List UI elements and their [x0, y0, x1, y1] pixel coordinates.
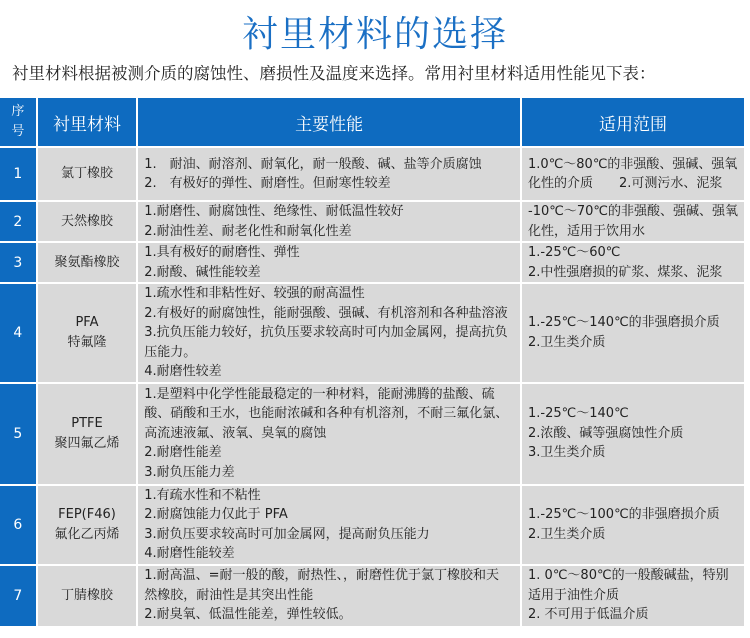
name-cell: [38, 202, 136, 241]
name-line: PTFE: [71, 416, 103, 431]
seq-cell: 3: [0, 243, 36, 282]
scope-line: 1.-25℃～60℃: [528, 245, 621, 260]
performance-cell: [138, 148, 520, 200]
seq-cell: 6: [0, 486, 36, 564]
performance-line: 2.耐臭氧、低温性能差，弹性较低。: [144, 607, 352, 623]
table-row: [0, 284, 744, 382]
scope-line: 1.-25℃～140℃的非强磨损介质: [528, 315, 720, 331]
seq-cell: 4: [0, 284, 36, 382]
performance-line: 1.具有极好的耐磨性、弹性: [144, 245, 300, 260]
lining-material-table: [0, 96, 746, 628]
scope-line: 2.卫生类介质: [528, 526, 606, 542]
scope-cell: [522, 284, 744, 382]
performance-line: 1.有疏水性和不粘性: [144, 487, 261, 503]
scope-line: 适用于油性介质: [528, 587, 620, 603]
performance-line: 压能力。: [144, 344, 197, 360]
header-performance: 主要性能: [138, 98, 520, 146]
scope-line: 1.-25℃～140℃: [528, 406, 629, 422]
page-title: 衬里材料的选择: [241, 14, 508, 55]
name-line: 氯丁橡胶: [60, 166, 113, 182]
table-row: [0, 148, 744, 200]
name-line: 聚四氟乙烯: [54, 435, 120, 451]
performance-line: 高流速液氟、液氧、臭氧的腐蚀: [144, 425, 327, 441]
header-seq: 序号: [0, 98, 36, 146]
performance-line: 3.耐负压能力差: [144, 464, 235, 480]
scope-line: 化性的介质 2.可测污水、泥浆: [528, 176, 723, 191]
scope-cell: [522, 384, 744, 484]
name-cell: [38, 486, 136, 564]
scope-cell: [522, 243, 744, 282]
name-cell: [38, 384, 136, 484]
seq-cell: 2: [0, 202, 36, 241]
performance-line: 2.耐腐蚀能力仅此于 PFA: [144, 507, 288, 522]
name-cell: [38, 148, 136, 200]
name-line: 丁腈橡胶: [60, 587, 113, 603]
scope-line: 2. 不可用于低温介质: [528, 607, 649, 623]
performance-line: 2.耐磨性能差: [144, 445, 222, 461]
name-cell: [38, 566, 136, 626]
performance-cell: [138, 566, 520, 626]
performance-line: 4.耐磨性较差: [144, 364, 222, 379]
performance-line: 然橡胶，耐油性是其突出性能: [144, 587, 314, 603]
seq-cell: 5: [0, 384, 36, 484]
performance-line: 4.耐磨性能较差: [144, 546, 235, 561]
performance-line: 2.有极好的耐腐蚀性，能耐强酸、强碱、有机溶剂和各种盐溶液: [144, 305, 508, 321]
header-material: 衬里材料: [38, 98, 136, 146]
performance-line: 2. 有极好的弹性、耐磨性。但耐寒性较差: [144, 176, 391, 191]
performance-line: 1. 耐油、耐溶剂、耐氧化，耐一般酸、碱、盐等介质腐蚀: [144, 156, 482, 172]
seq-cell: 1: [0, 148, 36, 200]
scope-cell: [522, 202, 744, 241]
performance-cell: [138, 202, 520, 241]
performance-cell: [138, 243, 520, 282]
scope-line: 化性，适用于饮用水: [528, 223, 646, 239]
name-line: 聚氨酯橡胶: [54, 254, 120, 270]
scope-line: 1.0℃～80℃的非强酸、强碱、强氧: [528, 156, 738, 172]
performance-line: 酸、硝酸和王水，也能耐浓碱和各种有机溶剂，不耐三氟化氯、: [144, 406, 509, 422]
name-line: 特氟隆: [67, 334, 107, 350]
scope-line: 2.浓酸、碱等强腐蚀性介质: [528, 425, 684, 441]
scope-cell: [522, 148, 744, 200]
name-cell: [38, 243, 136, 282]
table-row: [0, 566, 744, 626]
table-header-row: [0, 98, 744, 146]
name-line: 氟化乙丙烯: [54, 526, 120, 542]
performance-line: 3.抗负压能力较好，抗负压要求较高时可内加金属网，提高抗负: [144, 325, 508, 340]
scope-cell: [522, 486, 744, 564]
table-row: [0, 486, 744, 564]
name-line: PFA: [75, 315, 99, 331]
scope-line: 1. 0℃～80℃的一般酸碱盐，特别: [528, 568, 729, 584]
performance-cell: [138, 284, 520, 382]
scope-line: 2.中性强磨损的矿浆、煤浆、泥浆: [528, 264, 723, 280]
performance-line: 3.耐负压要求较高时可加金属网，提高耐负压能力: [144, 526, 430, 542]
scope-line: 3.卫生类介质: [528, 445, 606, 461]
table-row: [0, 384, 744, 484]
intro-text: 衬里材料根据被测介质的腐蚀性、磨损性及温度来选择。常用衬里材料适用性能见下表：: [12, 64, 656, 83]
scope-line: -10℃～70℃的非强酸、强碱、强氧: [528, 204, 738, 219]
performance-line: 1.疏水性和非粘性好、较强的耐高温性: [144, 286, 365, 301]
scope-line: 2.卫生类介质: [528, 334, 606, 350]
performance-cell: [138, 384, 520, 484]
performance-line: 1.耐磨性、耐腐蚀性、绝缘性、耐低温性较好: [144, 204, 404, 219]
name-cell: [38, 284, 136, 382]
performance-line: 1.是塑料中化学性能最稳定的一种材料，能耐沸腾的盐酸、硫: [144, 386, 495, 402]
seq-cell: 7: [0, 566, 36, 626]
scope-line: 1.-25℃～100℃的非强磨损介质: [528, 507, 720, 522]
performance-line: 1.耐高温、=耐一般的酸，耐热性、，耐磨性优于氯丁橡胶和天: [144, 568, 500, 584]
table-row: [0, 202, 744, 241]
header-scope: 适用范围: [522, 98, 744, 146]
table-row: [0, 243, 744, 282]
performance-line: 2.耐酸、碱性能较差: [144, 264, 261, 280]
scope-cell: [522, 566, 744, 626]
name-line: 天然橡胶: [60, 213, 113, 229]
performance-line: 2.耐油性差、耐老化性和耐氧化性差: [144, 223, 352, 239]
name-line: FEP(F46): [58, 507, 116, 522]
performance-cell: [138, 486, 520, 564]
